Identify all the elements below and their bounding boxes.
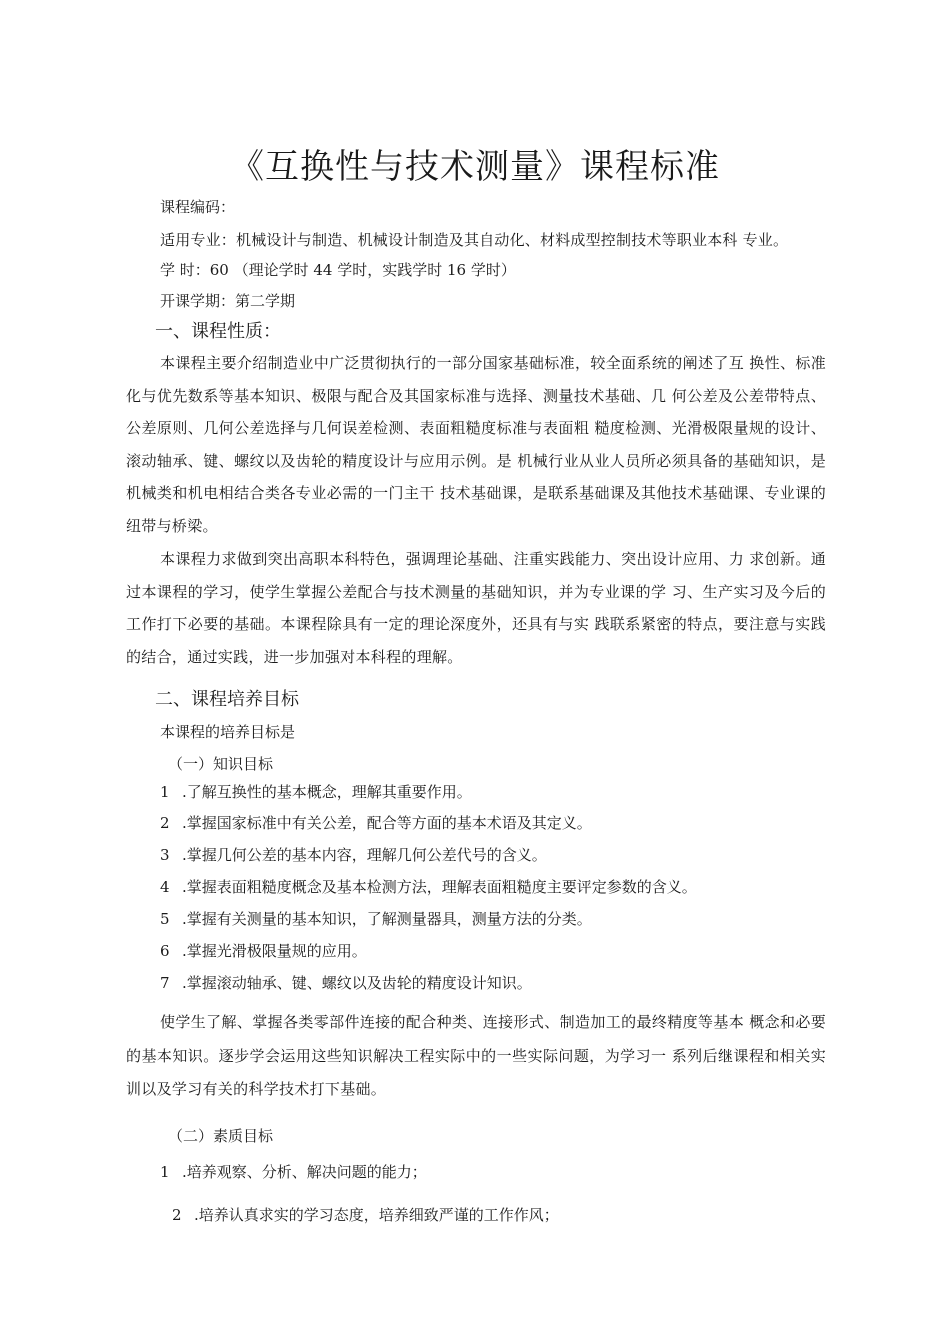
list-item bbox=[160, 781, 472, 803]
list-item bbox=[160, 876, 697, 898]
list-item-number: 1 bbox=[160, 1163, 170, 1181]
document-title: 《互换性与技术测量》课程标准 bbox=[230, 147, 720, 187]
list-item bbox=[160, 812, 592, 834]
paragraph-nature-2: 本课程力求做到突出高职本科特色，强调理论基础、注重实践能力、突出设计应用、力 求创新。通过本课程的学习，使学生掌握公差配合与技术测量的基础知识，并为专业课的学 习、生产实习及今后的工作打下必要的基础。本课程除具有一定的理论深度外，还具有与实 践联系紧密的特点，要注意与实践的结合，通过实践，进一步加强对本科程的理解。 bbox=[126, 550, 826, 666]
list-item-number: 4 bbox=[160, 878, 170, 896]
list-item bbox=[160, 908, 592, 930]
course-hours: 学 时：60 （理论学时 44 学时，实践学时 16 学时） bbox=[160, 261, 516, 279]
course-term: 开课学期：第二学期 bbox=[160, 292, 296, 310]
paragraph-knowledge-summary: 使学生了解、掌握各类零部件连接的配合种类、连接形式、制造加工的最终精度等基本 概念和必要的基本知识。逐步学会运用这些知识解决工程实际中的一些实际问题，为学习一 系列后继课程和相关实训以及学习有关的科学技术打下基础。 bbox=[126, 1013, 826, 1098]
list-item-text: .掌握国家标准中有关公差，配合等方面的基本术语及其定义。 bbox=[182, 814, 592, 832]
list-item-text: .掌握有关测量的基本知识，了解测量器具，测量方法的分类。 bbox=[182, 910, 592, 928]
list-item-text: .掌握表面粗糙度概念及基本检测方法，理解表面粗糙度主要评定参数的含义。 bbox=[182, 878, 697, 896]
list-item-text: .培养认真求实的学习态度，培养细致严谨的工作作风； bbox=[194, 1206, 559, 1224]
list-item bbox=[160, 844, 547, 866]
list-item-number: 6 bbox=[160, 942, 170, 960]
list-item-text: .培养观察、分析、解决问题的能力； bbox=[182, 1163, 427, 1181]
list-item-number: 3 bbox=[160, 846, 170, 864]
list-item-text: .掌握滚动轴承、键、螺纹以及齿轮的精度设计知识。 bbox=[182, 974, 532, 992]
list-item bbox=[160, 1161, 427, 1183]
goals-intro: 本课程的培养目标是 bbox=[160, 723, 296, 741]
list-item-number: 2 bbox=[172, 1206, 182, 1224]
list-item-text: .掌握光滑极限量规的应用。 bbox=[182, 942, 367, 960]
list-item-number: 7 bbox=[160, 974, 170, 992]
subheading-quality: （二）素质目标 bbox=[168, 1127, 274, 1145]
applicable-major: 适用专业：机械设计与制造、机械设计制造及其自动化、材料成型控制技术等职业本科 专业。 bbox=[160, 231, 789, 249]
list-item-number: 5 bbox=[160, 910, 170, 928]
section-heading-nature: 一、课程性质： bbox=[155, 321, 281, 342]
section-heading-goals: 二、课程培养目标 bbox=[155, 689, 299, 710]
list-item bbox=[160, 972, 532, 994]
paragraph-nature-1: 本课程主要介绍制造业中广泛贯彻执行的一部分国家基础标准，较全面系统的阐述了互 换性、标准化与优先数系等基本知识、极限与配合及其国家标准与选择、测量技术基础、几 何公差及公差带特点、公差原则、几何公差选择与几何误差检测、表面粗糙度标准与表面粗 糙度检测、光滑极限量规的设计、滚动轴承、键、螺纹以及齿轮的精度设计与应用示例。是 机械行业从业人员所必须具备的基础知识，是机械类和机电相结合类各专业必需的一门主干 技术基础课，是联系基础课及其他技术基础课、专业课的纽带与桥梁。 bbox=[126, 354, 826, 535]
list-item-number: 2 bbox=[160, 814, 170, 832]
list-item bbox=[160, 940, 367, 962]
list-item-number: 1 bbox=[160, 783, 170, 801]
course-code: 课程编码： bbox=[160, 198, 236, 216]
subheading-knowledge: （一）知识目标 bbox=[168, 755, 274, 773]
list-item-text: .了解互换性的基本概念，理解其重要作用。 bbox=[182, 783, 472, 801]
list-item-text: .掌握几何公差的基本内容，理解几何公差代号的含义。 bbox=[182, 846, 547, 864]
list-item bbox=[172, 1204, 559, 1226]
